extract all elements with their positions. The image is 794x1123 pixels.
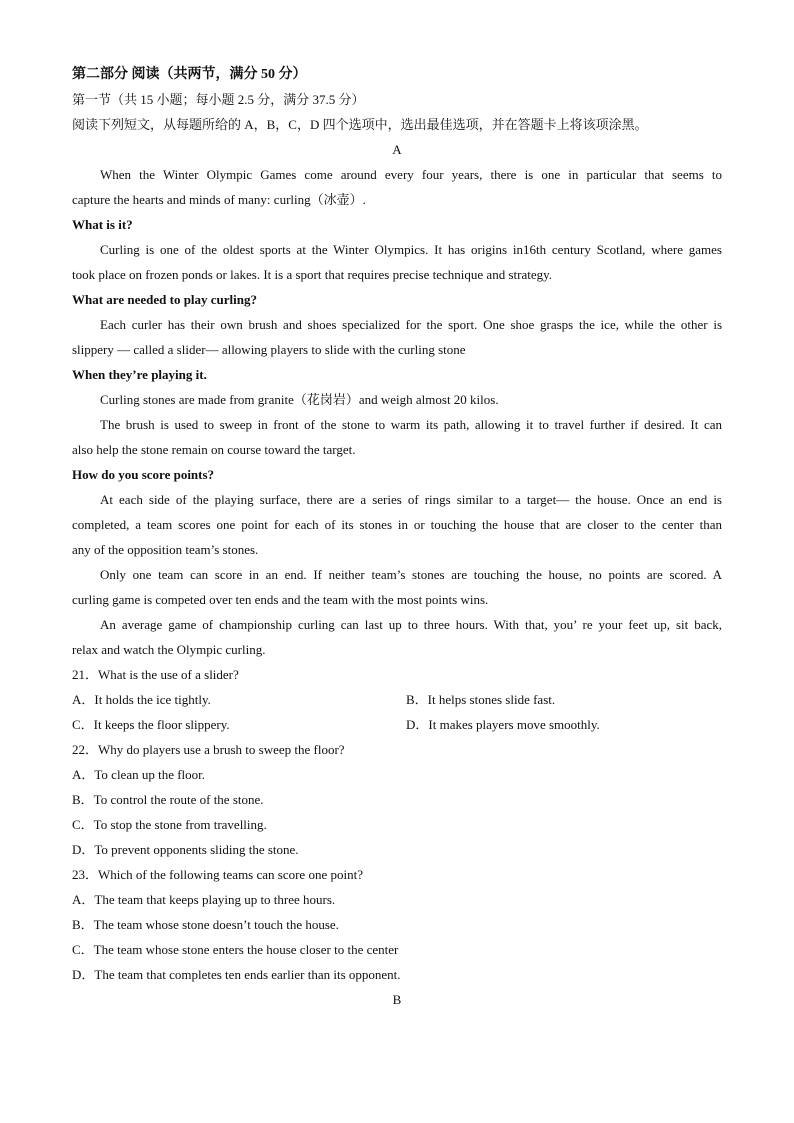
option-row [72, 687, 722, 712]
paragraph-line: curling game is competed over ten ends and the team with the most points wins. [72, 592, 489, 607]
question-stem: 21．What is the use of a slider? [72, 667, 239, 682]
option-d: D．The team that completes ten ends earlier than its opponent. [72, 967, 401, 982]
paragraph-line: Curling is one of the oldest sports at the Winter Olympics. It has origins in16th century Scotland, where games [100, 242, 722, 257]
option-a: A．It holds the ice tightly. [72, 692, 211, 707]
passage-intro-line: capture the hearts and minds of many: curling（冰壶）. [72, 192, 366, 207]
exam-page [72, 62, 722, 1012]
section-heading: What are needed to play curling? [72, 292, 258, 307]
instructions: 阅读下列短文，从每题所给的 A，B，C，D 四个选项中，选出最佳选项，并在答题卡上将该项涂黑。 [72, 117, 648, 132]
passage-b-label: B [392, 992, 402, 1007]
paragraph-line: slippery — called a slider— allowing players to slide with the curling stone [72, 342, 466, 357]
option-c: C．To stop the stone from travelling. [72, 817, 267, 832]
paragraph-line: An average game of championship curling can last up to three hours. With that, you’ re your feet up, sit back, [100, 617, 722, 632]
paragraph-line: completed, a team scores one point for each of its stones in or touching the house that are closer to the center than [72, 517, 722, 532]
paragraph-line: Curling stones are made from granite（花岗岩）and weigh almost 20 kilos. [100, 392, 499, 407]
option-d: D．To prevent opponents sliding the stone. [72, 842, 299, 857]
question-stem: 22．Why do players use a brush to sweep the floor? [72, 742, 345, 757]
option-c: C．It keeps the floor slippery. [72, 717, 230, 732]
option-d: D．It makes players move smoothly. [406, 717, 600, 732]
part-title: 第二部分 阅读（共两节，满分 50 分） [72, 67, 307, 82]
paragraph-line: took place on frozen ponds or lakes. It is a sport that requires precise technique and strategy. [72, 267, 552, 282]
passage-intro-line: When the Winter Olympic Games come around every four years, there is one in particular that seems to [100, 167, 722, 182]
paragraph-line: Each curler has their own brush and shoes specialized for the sport. One shoe grasps the ice, while the other is [100, 317, 722, 332]
section-title: 第一节（共 15 小题；每小题 2.5 分，满分 37.5 分） [72, 92, 365, 107]
passage-a-label: A [392, 142, 402, 157]
paragraph-line: Only one team can score in an end. If neither team’s stones are touching the house, no points are scored. A [100, 567, 722, 582]
section-heading: How do you score points? [72, 467, 215, 482]
section-heading: When they’re playing it. [72, 367, 207, 382]
option-b: B．It helps stones slide fast. [406, 692, 556, 707]
option-a: A．The team that keeps playing up to three hours. [72, 892, 336, 907]
paragraph-line: The brush is used to sweep in front of the stone to warm its path, allowing it to travel further if desired. It can [100, 417, 722, 432]
option-a: A．To clean up the floor. [72, 767, 206, 782]
option-row [72, 712, 722, 737]
paragraph-line: relax and watch the Olympic curling. [72, 642, 266, 657]
option-b: B．To control the route of the stone. [72, 792, 264, 807]
section-heading: What is it? [72, 217, 133, 232]
question-stem: 23．Which of the following teams can score one point? [72, 867, 363, 882]
option-c: C．The team whose stone enters the house closer to the center [72, 942, 399, 957]
paragraph-line: any of the opposition team’s stones. [72, 542, 259, 557]
option-b: B．The team whose stone doesn’t touch the house. [72, 917, 339, 932]
paragraph-line: also help the stone remain on course toward the target. [72, 442, 356, 457]
paragraph-line: At each side of the playing surface, there are a series of rings similar to a target— the house. Once an end is [100, 492, 722, 507]
